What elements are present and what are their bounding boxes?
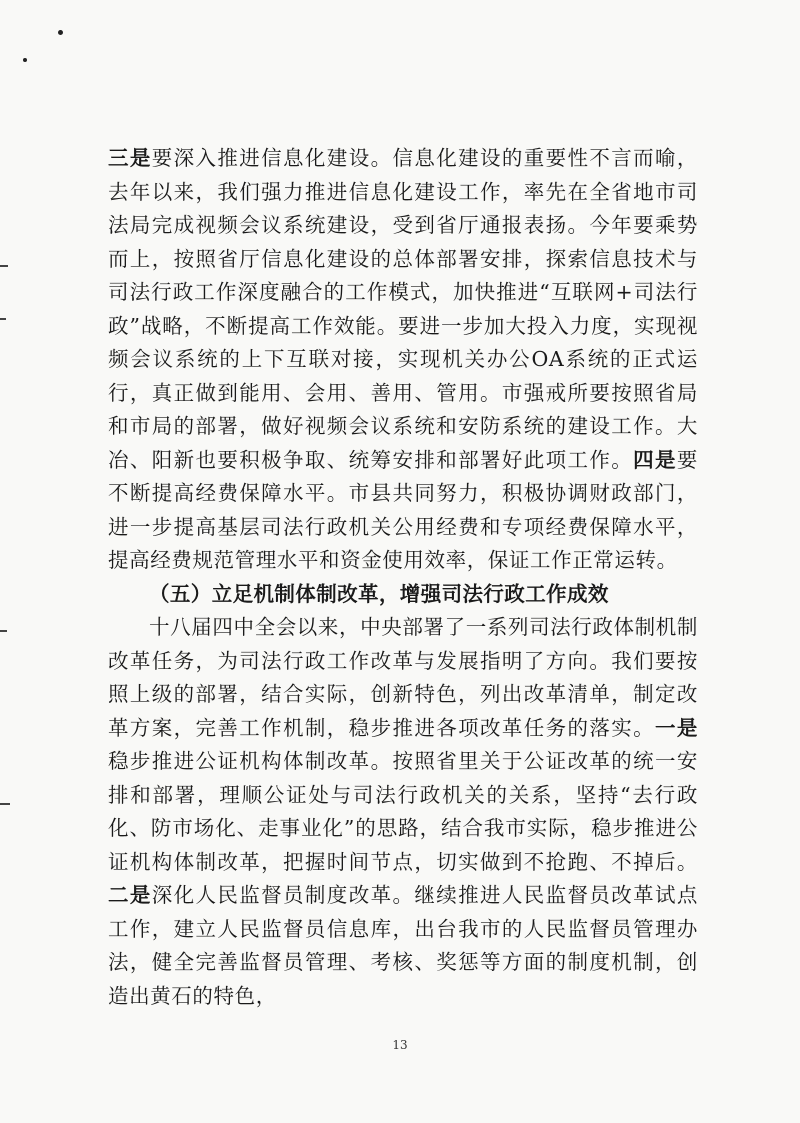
lead-one: 一是 <box>655 715 698 740</box>
paragraph-information-construction <box>108 142 698 578</box>
paragraph-reform <box>108 611 698 1013</box>
paragraph-text: 深化人民监督员制度改革。继续推进人民监督员改革试点工作，建立人民监督员信息库，出台我市的人民监督员管理办法，健全完善监督员管理、考核、奖惩等方面的制度机制，创造出黄石的特色， <box>108 883 698 1008</box>
lead-four: 四是 <box>633 447 677 472</box>
body-text <box>108 142 698 1013</box>
scan-edge-mark <box>0 803 10 805</box>
paragraph-text: 十八届四中全会以来，中央部署了一系列司法行政体制机制改革任务，为司法行政工作改革与发展指明了方向。我们要按照上级的部署，结合实际，创新特色，列出改革清单，制定改革方案，完善工作机制，稳步推进各项改革任务的落实。 <box>108 615 698 740</box>
section-heading: （五）立足机制体制改革，增强司法行政工作成效 <box>149 581 609 606</box>
scan-edge-mark <box>0 630 7 632</box>
scan-speck <box>58 30 63 35</box>
paragraph-text: 稳步推进公证机构体制改革。按照省里关于公证改革的统一安排和部署，理顺公证处与司法行政机关的关系，坚持“去行政化、防市场化、走事业化”的思路，结合我市实际，稳步推进公证机构体制改革，把握时间节点，切实做到不抢跑、不掉后。 <box>108 749 698 874</box>
paragraph-text: 要深入推进信息化建设。信息化建设的重要性不言而喻，去年以来，我们强力推进信息化建设工作，率先在全省地市司法局完成视频会议系统建设，受到省厅通报表扬。今年要乘势而上，按照省厅信息化建设的总体部署安排，探索信息技术与司法行政工作深度融合的工作模式，加快推进“互联网+司法行政”战略，不断提高工作效能。要进一步加大投入力度，实现视频会议系统的上下互联对接，实现机关办公OA系统的正式运行，真正做到能用、会用、善用、管用。市强戒所要按照省局和市局的部署，做好视频会议系统和安防系统的建设工作。大冶、阳新也要积极争取、统筹安排和部署好此项工作。 <box>108 146 698 472</box>
scan-edge-mark <box>0 318 6 320</box>
lead-three: 三是 <box>108 146 152 170</box>
scan-speck <box>23 58 27 62</box>
scan-edge-mark <box>0 265 8 267</box>
page-number: 13 <box>392 1038 408 1052</box>
lead-two: 二是 <box>108 883 152 907</box>
paragraph-text: 要不断提高经费保障水平。市县共同努力，积极协调财政部门，进一步提高基层司法行政机关公用经费和专项经费保障水平，提高经费规范管理水平和资金使用效率，保证工作正常运转。 <box>108 447 698 572</box>
